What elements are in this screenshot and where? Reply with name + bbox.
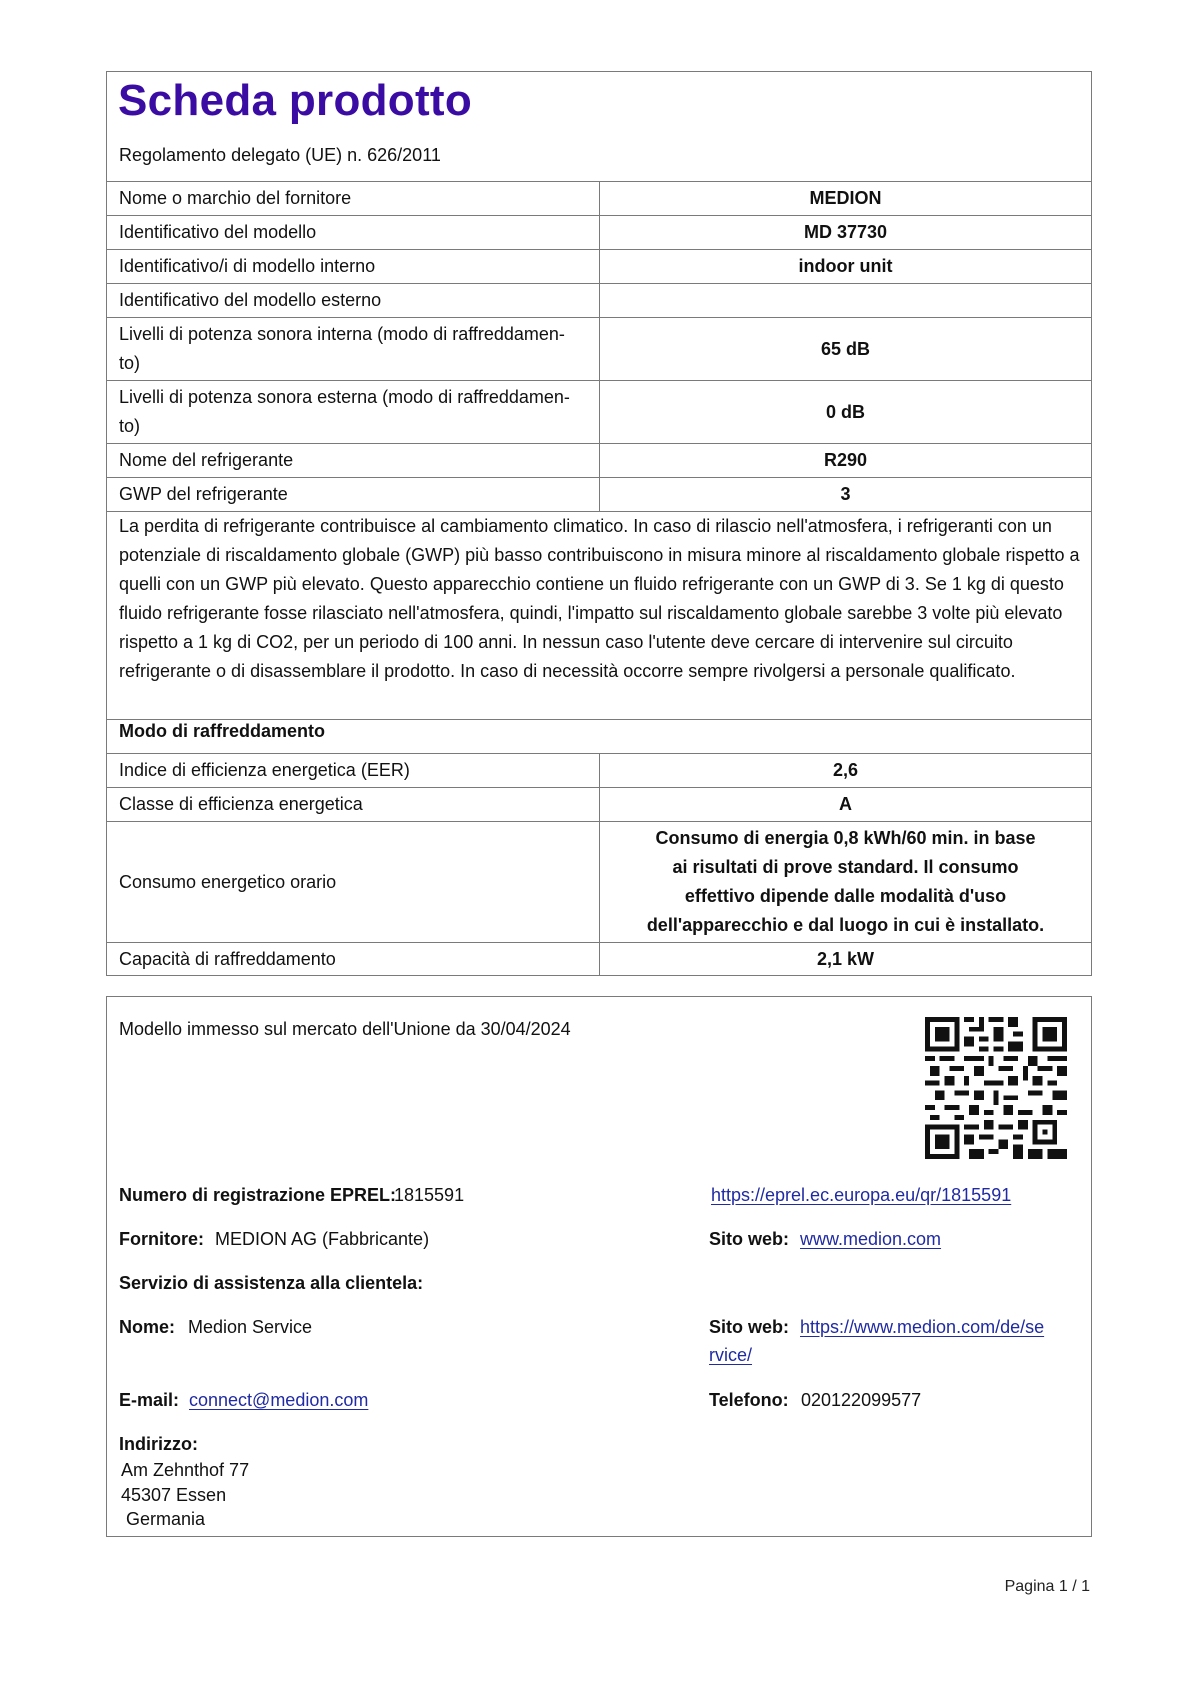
table-row (106, 181, 1092, 215)
table-row (106, 249, 1092, 283)
email-link[interactable]: connect@medion.com (189, 1390, 369, 1410)
table-row (106, 821, 1092, 942)
page-title: Scheda prodotto (118, 76, 473, 125)
row-value: R290 (823, 450, 868, 470)
table-row (106, 942, 1092, 976)
supplier-name: MEDION AG (Fabbricante) (215, 1229, 430, 1249)
row-value: 2,1 kW (816, 949, 875, 969)
row-label: Consumo energetico orario (119, 871, 337, 892)
address-line: 45307 Essen (121, 1485, 227, 1505)
row-label: Identificativo del modello esterno (119, 290, 382, 310)
row-value: A (839, 794, 852, 814)
row-value: MEDION (809, 188, 882, 208)
supplier-label: Fornitore: (119, 1229, 204, 1249)
regulation-reference: Regolamento delegato (UE) n. 626/2011 (119, 145, 441, 165)
row-label: Classe di efficienza energetica (119, 794, 363, 814)
service-web-label: Sito web: (709, 1317, 789, 1337)
eprel-link[interactable]: https://eprel.ec.europa.eu/qr/1815591 (711, 1185, 1012, 1205)
address-line: Germania (126, 1509, 206, 1529)
row-value: MD 37730 (803, 222, 888, 242)
eprel-number: 1815591 (394, 1185, 465, 1205)
table-row (106, 753, 1092, 787)
service-web-link[interactable]: https://www.medion.com/de/se (800, 1317, 1045, 1337)
row-label: Livelli di potenza sonora esterna (modo di raffreddamen- to) (119, 387, 570, 436)
row-label: Livelli di potenza sonora interna (modo di raffreddamen- to) (119, 324, 565, 373)
service-name-label: Nome: (119, 1317, 176, 1337)
row-label: Identificativo del modello (119, 222, 317, 242)
row-value: 3 (840, 484, 851, 504)
row-label: Identificativo/i di modello interno (119, 256, 376, 276)
row-label: Nome o marchio del fornitore (119, 188, 352, 208)
supplier-web-label: Sito web: (709, 1229, 789, 1249)
phone-number: 020122099577 (801, 1390, 922, 1410)
row-value: Consumo di energia 0,8 kWh/60 min. in base ai risultati di prove standard. Il consumo effettivo dipende dalle modalità d'uso dell'apparecchio e dal luogo in cui è installato. (646, 828, 1045, 935)
phone-label: Telefono: (709, 1390, 789, 1410)
market-date: Modello immesso sul mercato dell'Unione da 30/04/2024 (119, 1019, 571, 1039)
row-label: Capacità di raffreddamento (119, 949, 336, 969)
table-row (106, 787, 1092, 821)
row-value: 2,6 (832, 760, 859, 780)
row-value: indoor unit (798, 256, 893, 276)
service-heading: Servizio di assistenza alla clientela: (119, 1273, 424, 1293)
row-label: Nome del refrigerante (119, 450, 294, 470)
row-label: Indice di efficienza energetica (EER) (119, 760, 410, 780)
eprel-label: Numero di registrazione EPREL: (119, 1185, 397, 1205)
email-label: E-mail: (119, 1390, 180, 1410)
service-web-link-continued[interactable]: rvice/ (709, 1345, 753, 1365)
cooling-section-heading: Modo di raffreddamento (119, 721, 325, 741)
row-value: 65 dB (820, 338, 871, 359)
page-number: Pagina 1 / 1 (1004, 1578, 1090, 1595)
table-row (106, 477, 1092, 511)
table-row (106, 215, 1092, 249)
refrigerant-notice: La perdita di refrigerante contribuisce al cambiamento climatico. In caso di rilascio nell'atmosfera, i refrigeranti con un potenziale di riscaldamento globale (GWP) più basso contribuiscono in misura minore al riscaldamento globale rispetto a quelli con un GWP più elevato. Questo apparecchio contiene un fluido refrigerante con un GWP di 3. Se 1 kg di questo fluido refrigerante fosse rilasciato nell'atmosfera, quindi, l'impatto sul riscaldamento globale sarebbe 3 volte più elevato rispetto a 1 kg di CO2, per un periodo di 100 anni. In nessun caso l'utente deve cercare di intervenire sul circuito refrigerante o di disassemblare il prodotto. In caso di necessità occorre sempre rivolgersi a personale qualificato. (119, 516, 1080, 681)
service-name: Medion Service (188, 1317, 313, 1337)
table-row (106, 380, 1092, 443)
supplier-web-link[interactable]: www.medion.com (800, 1229, 942, 1249)
row-value: 0 dB (825, 401, 865, 422)
table-row (106, 283, 1092, 317)
address-line: Am Zehnthof 77 (121, 1460, 250, 1480)
address-label: Indirizzo: (119, 1434, 198, 1454)
table-row (106, 317, 1092, 380)
qr-code-icon[interactable] (925, 1017, 1067, 1159)
row-label: GWP del refrigerante (119, 484, 288, 504)
table-row (106, 443, 1092, 477)
row-value (599, 284, 1092, 317)
